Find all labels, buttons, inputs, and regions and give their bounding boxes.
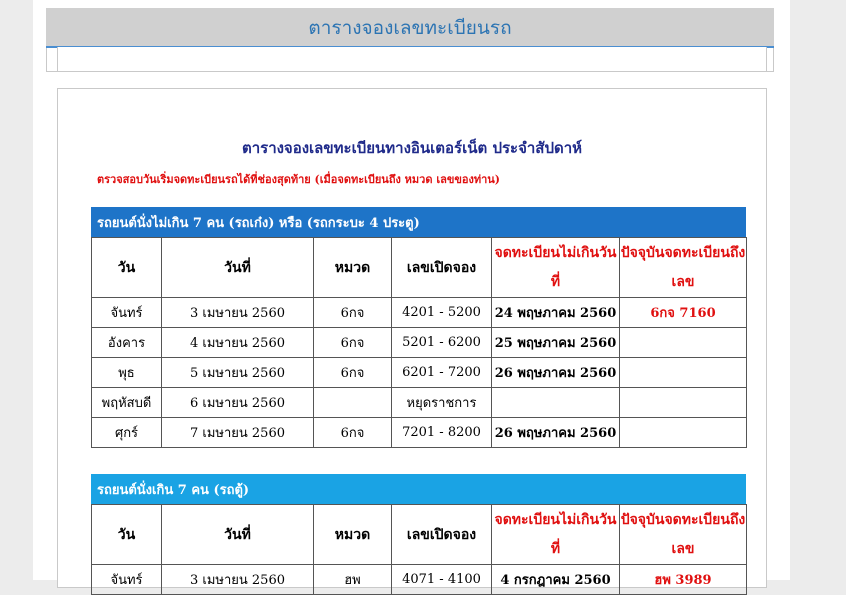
cell-current: [620, 388, 747, 418]
cell-date: 7 เมษายน 2560: [162, 418, 314, 448]
cell-date: 4 เมษายน 2560: [162, 328, 314, 358]
col-deadline: จดทะเบียนไม่เกินวันที่: [492, 238, 620, 298]
cell-day: จันทร์: [92, 298, 162, 328]
col-category: หมวด: [314, 238, 392, 298]
cell-current: [620, 358, 747, 388]
col-date: วันที่: [162, 238, 314, 298]
cell-current: 6กจ 7160: [620, 298, 747, 328]
cell-range: 5201 - 6200: [392, 328, 492, 358]
cell-category: ฮพ: [314, 565, 392, 595]
table-row: [92, 358, 747, 388]
cell-range: 4201 - 5200: [392, 298, 492, 328]
cell-current: ฮพ 3989: [620, 565, 747, 595]
col-category: หมวด: [314, 505, 392, 565]
table-row: [92, 418, 747, 448]
cell-day: ศุกร์: [92, 418, 162, 448]
cell-current: [620, 418, 747, 448]
col-range: เลขเปิดจอง: [392, 505, 492, 565]
table-row: [92, 328, 747, 358]
cell-date: 6 เมษายน 2560: [162, 388, 314, 418]
cell-range: 6201 - 7200: [392, 358, 492, 388]
van-table-title: รถยนต์นั่งเกิน 7 คน (รถตู้): [91, 474, 746, 504]
cell-day: จันทร์: [92, 565, 162, 595]
sedan-table-title: รถยนต์นั่งไม่เกิน 7 คน (รถเก๋ง) หรือ (รถกระบะ 4 ประตู): [91, 207, 746, 237]
cell-current: [620, 328, 747, 358]
sedan-booking-table: [91, 237, 747, 448]
table-row: [92, 565, 747, 595]
table-header-row: [92, 238, 747, 298]
cell-day: พฤหัสบดี: [92, 388, 162, 418]
cell-deadline: 26 พฤษภาคม 2560: [492, 418, 620, 448]
cell-category: 6กจ: [314, 358, 392, 388]
col-day: วัน: [92, 505, 162, 565]
cell-deadline: 4 กรกฎาคม 2560: [492, 565, 620, 595]
cell-deadline: 25 พฤษภาคม 2560: [492, 328, 620, 358]
table-row: [92, 298, 747, 328]
cell-day: อังคาร: [92, 328, 162, 358]
col-current: ปัจจุบันจดทะเบียนถึงเลข: [620, 505, 747, 565]
cell-range: 7201 - 8200: [392, 418, 492, 448]
header-bar: [46, 8, 774, 47]
col-range: เลขเปิดจอง: [392, 238, 492, 298]
cell-range: 4071 - 4100: [392, 565, 492, 595]
cell-category: 6กจ: [314, 418, 392, 448]
cell-category: 6กจ: [314, 328, 392, 358]
col-date: วันที่: [162, 505, 314, 565]
cell-deadline: [492, 388, 620, 418]
cell-deadline: 26 พฤษภาคม 2560: [492, 358, 620, 388]
cell-day: พุธ: [92, 358, 162, 388]
table-header-row: [92, 505, 747, 565]
schedule-subtitle: ตรวจสอบวันเริ่มจดทะเบียนรถได้ที่ช่องสุดท้าย (เมื่อจดทะเบียนถึง หมวด เลขของท่าน): [97, 173, 501, 186]
col-deadline: จดทะเบียนไม่เกินวันที่: [492, 505, 620, 565]
schedule-title: ตารางจองเลขทะเบียนทางอินเตอร์เน็ต ประจำสัปดาห์: [241, 139, 583, 157]
header-inner-panel: [57, 47, 767, 72]
table-row: [92, 388, 747, 418]
cell-category: 6กจ: [314, 298, 392, 328]
col-day: วัน: [92, 238, 162, 298]
van-table: [91, 474, 746, 588]
cell-deadline: 24 พฤษภาคม 2560: [492, 298, 620, 328]
van-booking-table: [91, 504, 747, 595]
cell-category: [314, 388, 392, 418]
cell-date: 5 เมษายน 2560: [162, 358, 314, 388]
sedan-table: [91, 207, 746, 448]
page-title: ตารางจองเลขทะเบียนรถ: [308, 16, 512, 39]
cell-date: 3 เมษายน 2560: [162, 565, 314, 595]
cell-date: 3 เมษายน 2560: [162, 298, 314, 328]
col-current: ปัจจุบันจดทะเบียนถึงเลข: [620, 238, 747, 298]
cell-range: หยุดราชการ: [392, 388, 492, 418]
